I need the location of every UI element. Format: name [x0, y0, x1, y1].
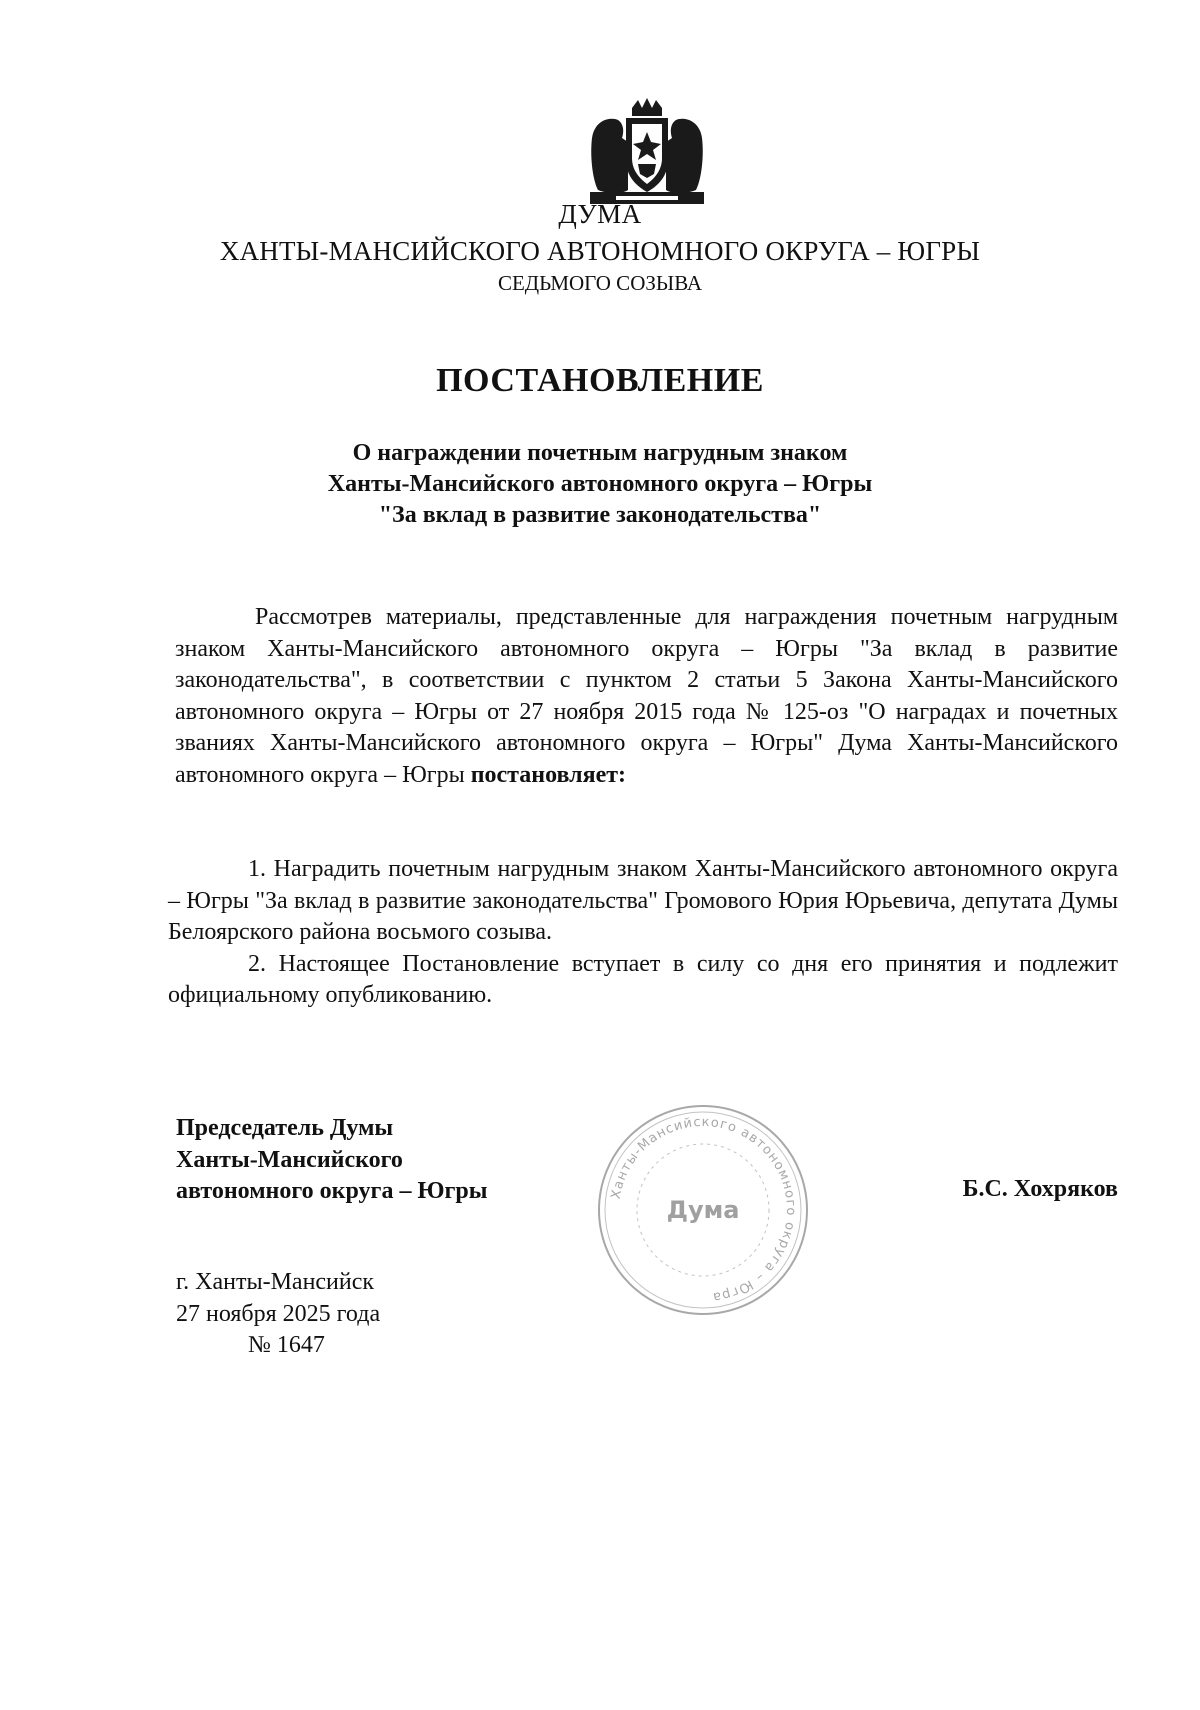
document-type: ПОСТАНОВЛЕНИЕ — [436, 362, 764, 399]
preamble-text: Рассмотрев материалы, представленные для награждения почетным нагрудным знаком Ханты-Мансийского автономного округа – Югры "За вклад в развитие законодательства", в соответствии с пунктом 2 статьи 5 Закона Ханты-Мансийского автономного округа – Югры от 27 ноября 2015 года № 125-оз "О наградах и почетных званиях Ханты-Мансийского автономного округа – Югры" Дума Ханты-Мансийского автономного округа – Югры — [175, 604, 1118, 788]
document-number: № 1647 — [248, 1332, 325, 1359]
signer-title — [176, 1113, 487, 1208]
document-meta — [176, 1267, 380, 1362]
signer-name: Б.С. Хохряков — [962, 1176, 1118, 1202]
official-seal — [588, 1095, 818, 1325]
resolution-items — [168, 854, 1118, 1012]
resolution-item: 2. Настоящее Постановление вступает в силу со дня его принятия и подлежит официальному опубликованию. — [168, 950, 1118, 1009]
resolution-item: 1. Наградить почетным нагрудным знаком Ханты-Мансийского автономного округа – Югры "За вклад в развитие законодательства" Громового Юрия Юрьевича, депутата Думы Белоярского района восьмого созыва. — [168, 856, 1118, 946]
org-name: ДУМА — [558, 199, 642, 229]
seal-center-text: Дума — [666, 1196, 740, 1224]
subject-line: О награждении почетным нагрудным знаком — [352, 440, 848, 466]
subject-line: "За вклад в развитие законодательства" — [378, 502, 822, 528]
subject-line: Ханты-Мансийского автономного округа – Югры — [327, 471, 873, 497]
coat-of-arms-icon — [588, 98, 706, 206]
preamble-paragraph — [175, 602, 1118, 792]
preamble-verb: постановляет: — [470, 761, 627, 788]
seal-ring-text: Ханты-Мансийского автономного округа – Югра — [608, 1114, 799, 1305]
signer-title-line: Председатель Думы — [176, 1115, 394, 1141]
document-date: 27 ноября 2025 года — [176, 1300, 381, 1327]
org-region: ХАНТЫ-МАНСИЙСКОГО АВТОНОМНОГО ОКРУГА – ЮГРЫ — [219, 236, 981, 266]
signer-title-line: Ханты-Мансийского — [176, 1146, 403, 1173]
document-place: г. Ханты-Мансийск — [176, 1269, 375, 1295]
document-subject — [0, 438, 1200, 531]
signer-title-line: автономного округа – Югры — [176, 1178, 488, 1205]
org-convocation: СЕДЬМОГО СОЗЫВА — [497, 271, 703, 295]
